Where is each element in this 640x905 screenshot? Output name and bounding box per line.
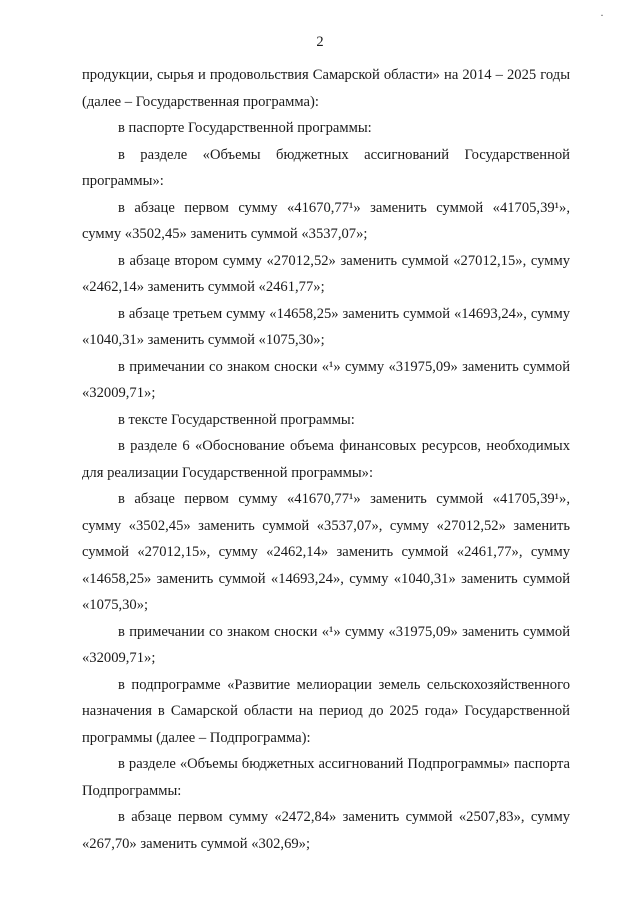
paragraph-8: в тексте Государственной программы: — [118, 411, 355, 428]
paragraph-1: продукции, сырья и продовольствия Самарской области» на 2014 – 2025 годы (далее – Государственная программа): — [82, 67, 570, 110]
paragraph-14: в абзаце первом сумму «2472,84» заменить суммой «2507,83», сумму «267,70» заменить суммой «302,69»; — [82, 809, 570, 852]
paragraph-7: в примечании со знаком сноски «¹» сумму «31975,09» заменить суммой «32009,71»; — [82, 358, 570, 401]
scan-mark: · — [600, 8, 604, 22]
paragraph-9: в разделе 6 «Обоснование объема финансовых ресурсов, необходимых для реализации Государственной программы»: — [82, 438, 570, 481]
paragraph-6: в абзаце третьем сумму «14658,25» заменить суммой «14693,24», сумму «1040,31» заменить суммой «1075,30»; — [82, 305, 570, 348]
page-number: 2 — [316, 34, 324, 50]
paragraph-4: в абзаце первом сумму «41670,77¹» заменить суммой «41705,39¹», сумму «3502,45» заменить суммой «3537,07»; — [82, 199, 570, 242]
paragraph-2: в паспорте Государственной программы: — [118, 120, 372, 136]
paragraph-11: в примечании со знаком сноски «¹» сумму «31975,09» заменить суммой «32009,71»; — [82, 623, 570, 666]
document-body — [82, 62, 570, 857]
paragraph-5: в абзаце втором сумму «27012,52» заменить суммой «27012,15», сумму «2462,14» заменить суммой «2461,77»; — [82, 252, 570, 295]
paragraph-10: в абзаце первом сумму «41670,77¹» заменить суммой «41705,39¹», сумму «3502,45» заменить суммой «3537,07», сумму «27012,52» заменить суммой «27012,15», сумму «2462,14» заменить суммой «2461,77», сумму «14658,25» заменить суммой «14693,24», сумму «1040,31» заменить суммой «1075,30»; — [82, 491, 570, 613]
paragraph-3: в разделе «Объемы бюджетных ассигнований Государственной программы»: — [82, 146, 570, 189]
paragraph-13: в разделе «Объемы бюджетных ассигнований Подпрограммы» паспорта Подпрограммы: — [82, 756, 570, 799]
paragraph-12: в подпрограмме «Развитие мелиорации земель сельскохозяйственного назначения в Самарской области на период до 2025 года» Государственной программы (далее – Подпрограмма): — [82, 676, 570, 746]
